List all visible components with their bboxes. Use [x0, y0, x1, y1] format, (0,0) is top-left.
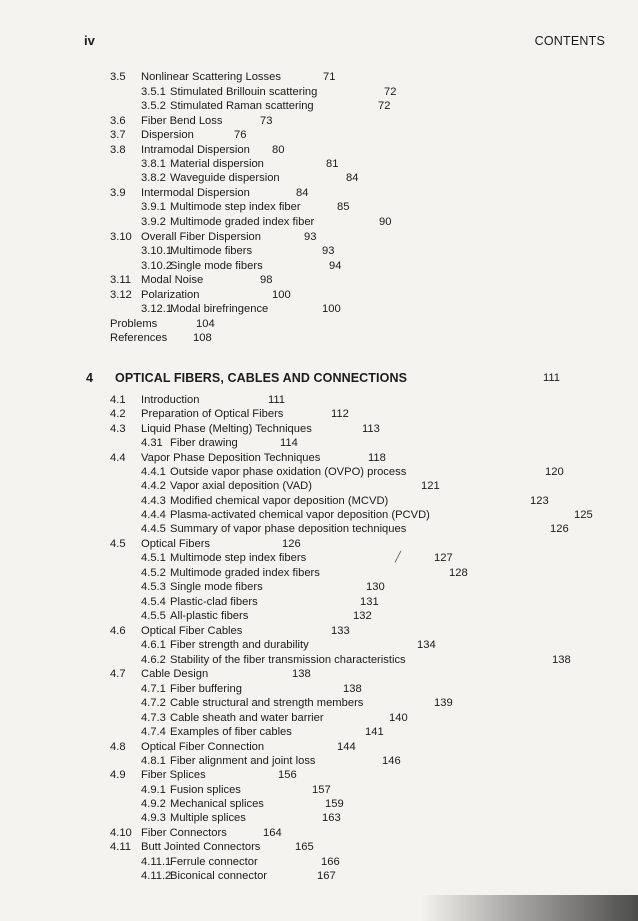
page-reference: 138 — [292, 668, 311, 680]
page-reference: 81 — [326, 158, 339, 170]
section-title: Cable Design — [141, 668, 209, 680]
section-number: 3.8.2 — [141, 172, 166, 184]
page-reference: 166 — [321, 856, 340, 868]
section-number: 3.12 — [110, 289, 132, 301]
page-reference: 84 — [296, 187, 309, 199]
section-number: 4.31 — [141, 437, 163, 449]
section-title: Overall Fiber Dispersion — [141, 231, 261, 243]
section-number: 3.10.1 — [141, 245, 173, 257]
section-title: Multimode graded index fibers — [170, 567, 320, 579]
section-title: Fusion splices — [170, 784, 241, 796]
section-number: 4.5.3 — [141, 581, 166, 593]
section-title: Optical Fibers — [141, 538, 211, 550]
page-reference: 144 — [337, 741, 356, 753]
section-number: 3.10.2 — [141, 260, 173, 272]
page-reference: 71 — [323, 71, 336, 83]
section-title: Multiple splices — [170, 812, 246, 824]
section-number: 4.1 — [110, 394, 126, 406]
page-reference: 111 — [543, 372, 561, 384]
page-reference: 72 — [378, 100, 391, 112]
section-title: Fiber strength and durability — [170, 639, 309, 651]
section-title: Fiber buffering — [170, 683, 242, 695]
section-number: 4.5.2 — [141, 567, 166, 579]
page-reference: 120 — [545, 466, 564, 478]
section-number: 4.6 — [110, 625, 126, 637]
page-reference: 127 — [434, 552, 453, 564]
page-reference: 126 — [550, 523, 569, 535]
page-reference: 159 — [325, 798, 344, 810]
section-number: 4.9 — [110, 769, 126, 781]
section-title: Biconical connector — [170, 870, 268, 882]
page-reference: 118 — [368, 452, 386, 464]
section-number: 4.5.5 — [141, 610, 166, 622]
section-title: Material dispersion — [170, 158, 264, 170]
section-title: Butt Jointed Connectors — [141, 841, 261, 853]
page-reference: 163 — [322, 812, 341, 824]
page-reference: 131 — [360, 596, 379, 608]
section-title: Problems — [110, 318, 158, 330]
page-reference: 126 — [282, 538, 301, 550]
section-number: 4.9.2 — [141, 798, 166, 810]
section-title: Modified chemical vapor deposition (MCVD) — [170, 495, 389, 507]
section-title: All-plastic fibers — [170, 610, 249, 622]
section-title: Modal birefringence — [170, 303, 269, 315]
page-reference: 138 — [552, 654, 571, 666]
section-number: 4.9.3 — [141, 812, 166, 824]
section-title: References — [110, 332, 168, 344]
section-number: 3.7 — [110, 129, 126, 141]
section-number: 4.7 — [110, 668, 126, 680]
page-reference: 138 — [343, 683, 362, 695]
section-title: Vapor Phase Deposition Techniques — [141, 452, 321, 464]
section-title: Multimode step index fiber — [170, 201, 301, 213]
section-number: 4.10 — [110, 827, 132, 839]
page-reference: 132 — [353, 610, 372, 622]
section-title: Intramodal Dispersion — [141, 144, 250, 156]
section-title: Outside vapor phase oxidation (OVPO) process — [170, 466, 407, 478]
page-reference: 167 — [317, 870, 336, 882]
section-number: 4.4.3 — [141, 495, 166, 507]
page-reference: 121 — [421, 480, 440, 492]
section-number: 3.5 — [110, 71, 126, 83]
section-title: Fiber Bend Loss — [141, 115, 223, 127]
page-reference: 157 — [312, 784, 331, 796]
section-title: Single mode fibers — [170, 260, 263, 272]
page-reference: 134 — [417, 639, 436, 651]
section-title: Summary of vapor phase deposition techniques — [170, 523, 407, 535]
page-reference: 72 — [384, 86, 397, 98]
section-title: Cable sheath and water barrier — [170, 712, 324, 724]
section-number: 3.8 — [110, 144, 126, 156]
section-title: Optical Fiber Connection — [141, 741, 265, 753]
section-number: 4.6.1 — [141, 639, 166, 651]
page-reference: 100 — [322, 303, 341, 315]
page-reference: 165 — [295, 841, 314, 853]
page-reference: 85 — [337, 201, 350, 213]
page-reference: 76 — [234, 129, 247, 141]
section-number: 4.8.1 — [141, 755, 166, 767]
section-number: 3.9.1 — [141, 201, 166, 213]
page-reference: 133 — [331, 625, 350, 637]
section-title: Modal Noise — [141, 274, 204, 286]
section-number: 4.4 — [110, 452, 126, 464]
section-title: Single mode fibers — [170, 581, 263, 593]
section-title: Mechanical splices — [170, 798, 264, 810]
section-number: 3.5.2 — [141, 100, 166, 112]
section-title: Fiber alignment and joint loss — [170, 755, 316, 767]
section-title: OPTICAL FIBERS, CABLES AND CONNECTIONS — [115, 371, 408, 385]
section-number: 3.10 — [110, 231, 132, 243]
section-number: 4.4.2 — [141, 480, 166, 492]
page-reference: 139 — [434, 697, 453, 709]
section-number: 4 — [86, 371, 93, 385]
page-reference: 128 — [449, 567, 468, 579]
section-title: Nonlinear Scattering Losses — [141, 71, 281, 83]
section-number: 4.4.5 — [141, 523, 166, 535]
section-number: 3.9.2 — [141, 216, 166, 228]
section-title: Waveguide dispersion — [170, 172, 280, 184]
section-number: 4.11.1 — [141, 856, 172, 868]
section-title: Ferrule connector — [170, 856, 258, 868]
section-title: Intermodal Dispersion — [141, 187, 250, 199]
section-number: 4.11.2 — [141, 870, 172, 882]
section-number: 4.7.4 — [141, 726, 166, 738]
section-number: 4.4.1 — [141, 466, 166, 478]
section-title: Polarization — [141, 289, 200, 301]
section-title: Optical Fiber Cables — [141, 625, 243, 637]
page-reference: 140 — [389, 712, 408, 724]
page-reference: 90 — [379, 216, 392, 228]
section-title: Liquid Phase (Melting) Techniques — [141, 423, 312, 435]
section-title: Plasma-activated chemical vapor deposition (PCVD) — [170, 509, 430, 521]
section-number: 4.6.2 — [141, 654, 166, 666]
section-title: Fiber Splices — [141, 769, 206, 781]
section-number: 4.11 — [110, 841, 131, 853]
page-number: iv — [84, 33, 95, 48]
page-reference: 94 — [329, 260, 342, 272]
page-reference: 104 — [196, 318, 215, 330]
section-number: 3.5.1 — [141, 86, 166, 98]
section-title: Preparation of Optical Fibers — [141, 408, 284, 420]
section-number: 3.9 — [110, 187, 126, 199]
section-number: 4.7.1 — [141, 683, 166, 695]
page-reference: 123 — [530, 495, 549, 507]
section-title: Stimulated Raman scattering — [170, 100, 314, 112]
section-number: 4.5.4 — [141, 596, 166, 608]
page-reference: 111 — [268, 394, 286, 406]
page-reference: 80 — [272, 144, 285, 156]
section-number: 3.8.1 — [141, 158, 166, 170]
section-number: 4.5 — [110, 538, 126, 550]
running-head: CONTENTS — [534, 34, 605, 48]
section-title: Cable structural and strength members — [170, 697, 364, 709]
scan-artifact — [420, 895, 638, 921]
section-number: 3.6 — [110, 115, 126, 127]
page-reference: 112 — [331, 408, 349, 420]
section-title: Examples of fiber cables — [170, 726, 292, 738]
page-reference: 125 — [574, 509, 593, 521]
page-reference: 93 — [322, 245, 335, 257]
section-number: 3.11 — [110, 274, 131, 286]
section-number: 3.12.1 — [141, 303, 173, 315]
section-title: Introduction — [141, 394, 200, 406]
section-title: Stimulated Brillouin scattering — [170, 86, 318, 98]
page-reference: 93 — [304, 231, 317, 243]
section-number: 4.7.3 — [141, 712, 166, 724]
section-title: Fiber Connectors — [141, 827, 227, 839]
section-title: Multimode graded index fiber — [170, 216, 315, 228]
page-reference: 156 — [278, 769, 297, 781]
page-reference: 84 — [346, 172, 359, 184]
section-title: Vapor axial deposition (VAD) — [170, 480, 312, 492]
section-title: Plastic-clad fibers — [170, 596, 258, 608]
section-number: 4.3 — [110, 423, 126, 435]
page-reference: 141 — [365, 726, 384, 738]
page-reference: 100 — [272, 289, 291, 301]
page-reference: 114 — [280, 437, 298, 449]
page-reference: 113 — [362, 423, 380, 435]
section-title: Dispersion — [141, 129, 194, 141]
section-title: Fiber drawing — [170, 437, 238, 449]
section-number: 4.2 — [110, 408, 126, 420]
section-number: 4.4.4 — [141, 509, 166, 521]
section-number: 4.7.2 — [141, 697, 166, 709]
page-reference: 108 — [193, 332, 212, 344]
page-reference: 98 — [260, 274, 273, 286]
stray-pen-mark-icon: ╱ — [395, 552, 402, 563]
section-title: Multimode step index fibers — [170, 552, 307, 564]
page-reference: 164 — [263, 827, 282, 839]
section-number: 4.9.1 — [141, 784, 166, 796]
section-number: 4.8 — [110, 741, 126, 753]
page-reference: 146 — [382, 755, 401, 767]
section-title: Multimode fibers — [170, 245, 253, 257]
section-title: Stability of the fiber transmission characteristics — [170, 654, 406, 666]
page-reference: 73 — [260, 115, 273, 127]
section-number: 4.5.1 — [141, 552, 166, 564]
page-reference: 130 — [366, 581, 385, 593]
